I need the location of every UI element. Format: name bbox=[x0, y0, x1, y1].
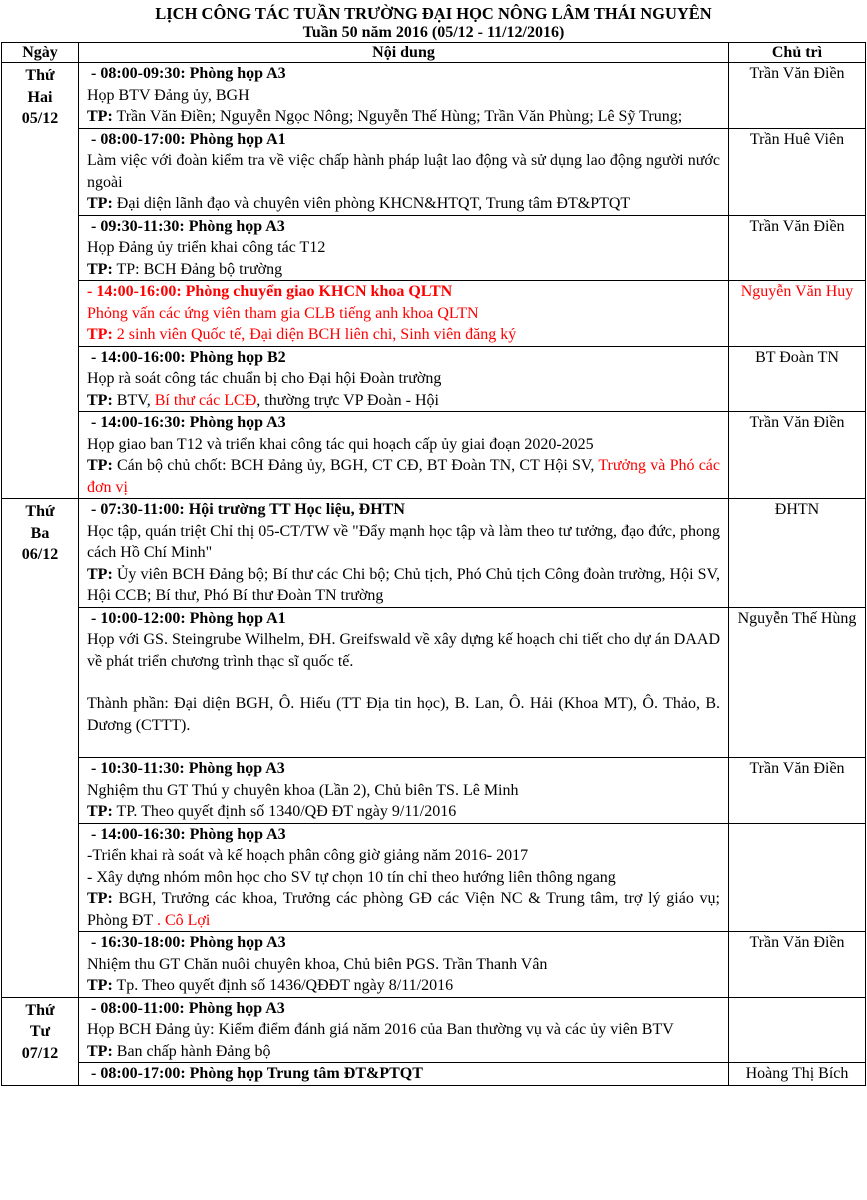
event-time-room: - 08:00-17:00: Phòng họp Trung tâm ĐT&PTQT bbox=[87, 1065, 423, 1082]
day-cell bbox=[2, 997, 79, 1085]
schedule-body bbox=[2, 63, 866, 1086]
event-content bbox=[79, 412, 729, 499]
participants-label: TP: bbox=[87, 391, 113, 409]
day-label-line2: Ba bbox=[30, 524, 50, 542]
event-description: Họp với GS. Steingrube Wilhelm, ĐH. Greifswald về xây dựng kế hoạch chi tiết cho dự án DAAD về phát triển chương trình thạc sĩ quốc tế. bbox=[87, 631, 720, 670]
event-time-room: - 10:30-11:30: Phòng họp A3 bbox=[87, 760, 285, 777]
schedule-table bbox=[1, 42, 866, 1086]
event-time-room: - 09:30-11:30: Phòng họp A3 bbox=[87, 217, 285, 235]
event-time-room: - 08:00-11:00: Phòng họp A3 bbox=[87, 999, 285, 1017]
event-time-room: - 14:00-16:30: Phòng họp A3 bbox=[87, 825, 286, 843]
participants-text: Ban chấp hành Đảng bộ bbox=[112, 1042, 271, 1060]
participants-text: Ủy viên BCH Đảng bộ; Bí thư các Chi bộ; Chủ tịch, Phó Chủ tịch Công đoàn trường, Hội SV, Hội CCB; Bí thư, Phó Bí thư Đoàn TN trường bbox=[87, 565, 720, 604]
column-header-content: Nội dung bbox=[79, 43, 729, 63]
day-label-line1: Thứ bbox=[25, 67, 55, 84]
event-content bbox=[79, 1063, 729, 1086]
event-description: Họp BCH Đảng ủy: Kiểm điểm đánh giá năm 2016 của Ban thường vụ và các ủy viên BTV bbox=[87, 1021, 674, 1038]
day-label-line3: 06/12 bbox=[21, 546, 59, 563]
table-row bbox=[2, 215, 866, 281]
participants-label: TP: bbox=[87, 260, 113, 278]
table-row bbox=[2, 281, 866, 347]
event-participants bbox=[87, 390, 720, 412]
event-description: - Xây dựng nhóm môn học cho SV tự chọn 10 tín chỉ theo hướng liên thông ngang bbox=[87, 868, 616, 886]
participants-label: TP: bbox=[87, 326, 113, 343]
event-content bbox=[79, 215, 729, 281]
event-chair bbox=[729, 823, 866, 932]
event-chair: Trần Văn Điền bbox=[729, 412, 866, 499]
participants-text-after: , thường trực VP Đoàn - Hội bbox=[256, 391, 439, 409]
event-participants bbox=[87, 106, 720, 128]
event-time-room: - 10:00-12:00: Phòng họp A1 bbox=[87, 609, 286, 627]
event-content bbox=[79, 997, 729, 1063]
participants-text: TP: BCH Đảng bộ trường bbox=[112, 260, 283, 278]
event-description: Thành phần: Đại diện BGH, Ô. Hiếu (TT Địa tin học), B. Lan, Ô. Hải (Khoa MT), Ô. Thảo, B. Dương (CTTT). bbox=[87, 695, 720, 734]
event-chair: ĐHTN bbox=[729, 499, 866, 608]
participants-label: TP: bbox=[87, 1042, 113, 1060]
event-description bbox=[87, 736, 720, 757]
table-row bbox=[2, 499, 866, 608]
participants-label: TP: bbox=[87, 890, 113, 907]
table-row bbox=[2, 412, 866, 499]
event-description: -Triển khai rà soát và kế hoạch phân công giờ giảng năm 2016- 2017 bbox=[87, 847, 529, 864]
participants-label: TP: bbox=[87, 457, 113, 474]
table-row bbox=[2, 607, 866, 758]
event-content bbox=[79, 346, 729, 412]
participants-label: TP: bbox=[87, 977, 113, 994]
participants-text: Trần Văn Điền; Nguyễn Ngọc Nông; Nguyễn Thế Hùng; Trần Văn Phùng; Lê Sỹ Trung; bbox=[112, 108, 683, 125]
event-participants bbox=[87, 801, 720, 823]
table-row bbox=[2, 823, 866, 932]
event-description: Học tập, quán triệt Chỉ thị 05-CT/TW về "Đẩy mạnh học tập và làm theo tư tưởng, đạo đức, phong cách Hồ Chí Minh" bbox=[87, 522, 720, 561]
page-subtitle: Tuần 50 năm 2016 (05/12 - 11/12/2016) bbox=[302, 24, 565, 41]
event-content bbox=[79, 607, 729, 758]
event-time-room: - 14:00-16:30: Phòng họp A3 bbox=[87, 414, 286, 431]
participants-text: 2 sinh viên Quốc tế, Đại diện BCH liên chi, Sinh viên đăng ký bbox=[112, 326, 517, 343]
event-content bbox=[79, 758, 729, 824]
event-description: Nhiệm thu GT Chăn nuôi chuyên khoa, Chủ biên PGS. Trần Thanh Vân bbox=[87, 955, 548, 973]
event-chair: Trần Văn Điền bbox=[729, 932, 866, 998]
event-time-room: - 07:30-11:00: Hội trường TT Học liệu, ĐHTN bbox=[87, 501, 405, 518]
table-row bbox=[2, 346, 866, 412]
event-chair: BT Đoàn TN bbox=[729, 346, 866, 412]
participants-text: Đại diện lãnh đạo và chuyên viên phòng KHCN&HTQT, Trung tâm ĐT&PTQT bbox=[112, 195, 631, 212]
participants-text: BGH, Trưởng các khoa, Trưởng các phòng GĐ các Viện NC & Trung tâm, trợ lý giáo vụ; Phòng ĐT bbox=[87, 890, 720, 929]
event-description: Họp Đảng ủy triển khai công tác T12 bbox=[87, 239, 326, 256]
page-title: LỊCH CÔNG TÁC TUẦN TRƯỜNG ĐẠI HỌC NÔNG LÂM THÁI NGUYÊN bbox=[155, 4, 712, 23]
day-label-line3: 07/12 bbox=[21, 1044, 59, 1062]
event-participants bbox=[87, 193, 720, 215]
event-participants bbox=[87, 888, 720, 931]
table-row bbox=[2, 1063, 866, 1086]
participants-highlight: Trưởng và Phó các đơn vị bbox=[87, 457, 721, 496]
event-chair: Trần Huê Viên bbox=[729, 128, 866, 215]
event-content bbox=[79, 823, 729, 932]
event-chair: Trần Văn Điền bbox=[729, 63, 866, 129]
event-content bbox=[79, 932, 729, 998]
event-time-room: - 08:00-17:00: Phòng họp A1 bbox=[87, 130, 286, 148]
event-description: Làm việc với đoàn kiểm tra về việc chấp hành pháp luật lao động và sử dụng lao động người nước ngoài bbox=[87, 152, 720, 191]
participants-text: Cán bộ chủ chốt: BCH Đảng ủy, BGH, CT CĐ, BT Đoàn TN, CT Hội SV, bbox=[112, 457, 599, 474]
event-chair: Nguyễn Văn Huy bbox=[729, 281, 866, 347]
event-time-room: - 14:00-16:00: Phòng họp B2 bbox=[87, 348, 286, 366]
participants-label: TP: bbox=[87, 195, 113, 212]
event-description: Phỏng vấn các ứng viên tham gia CLB tiếng anh khoa QLTN bbox=[87, 304, 479, 322]
event-chair bbox=[729, 997, 866, 1063]
event-chair: Trần Văn Điền bbox=[729, 758, 866, 824]
day-label-line1: Thứ bbox=[25, 503, 55, 520]
event-participants bbox=[87, 455, 720, 498]
event-description bbox=[87, 672, 720, 693]
participants-text: BTV, bbox=[112, 391, 155, 409]
event-content bbox=[79, 281, 729, 347]
day-label-line1: Thứ bbox=[25, 1001, 55, 1019]
event-content bbox=[79, 128, 729, 215]
day-label-line3: 05/12 bbox=[21, 110, 59, 127]
event-content bbox=[79, 499, 729, 608]
table-row bbox=[2, 997, 866, 1063]
event-description: Họp rà soát công tác chuẩn bị cho Đại hội Đoàn trường bbox=[87, 370, 442, 387]
participants-highlight: Bí thư các LCĐ bbox=[154, 391, 257, 409]
event-time-room: - 08:00-09:30: Phòng họp A3 bbox=[87, 65, 286, 82]
event-participants bbox=[87, 975, 720, 997]
event-participants bbox=[87, 564, 720, 607]
event-participants bbox=[87, 259, 720, 281]
event-time-room: - 16:30-18:00: Phòng họp A3 bbox=[87, 934, 286, 951]
participants-label: TP: bbox=[87, 108, 113, 125]
event-chair: Nguyễn Thế Hùng bbox=[729, 607, 866, 758]
event-chair: Trần Văn Điền bbox=[729, 215, 866, 281]
day-cell bbox=[2, 63, 79, 499]
column-header-chair: Chủ trì bbox=[729, 43, 866, 63]
event-time-room: - 14:00-16:00: Phòng chuyển giao KHCN khoa QLTN bbox=[87, 283, 453, 300]
participants-text: Tp. Theo quyết định số 1436/QĐĐT ngày 8/11/2016 bbox=[112, 977, 454, 994]
table-header-row bbox=[2, 43, 866, 63]
participants-label: TP: bbox=[87, 803, 113, 820]
column-header-day: Ngày bbox=[2, 43, 79, 63]
event-participants bbox=[87, 324, 720, 346]
event-description: Họp giao ban T12 và triển khai công tác qui hoạch cấp ủy giai đoạn 2020-2025 bbox=[87, 435, 594, 453]
event-participants bbox=[87, 1041, 720, 1063]
event-content bbox=[79, 63, 729, 129]
participants-text: TP. Theo quyết định số 1340/QĐ ĐT ngày 9/11/2016 bbox=[112, 803, 457, 820]
day-label-line2: Tư bbox=[29, 1023, 51, 1040]
table-row bbox=[2, 63, 866, 129]
participants-highlight: . Cô Lợi bbox=[152, 911, 211, 929]
table-row bbox=[2, 128, 866, 215]
event-description: Họp BTV Đảng ủy, BGH bbox=[87, 86, 250, 104]
table-row bbox=[2, 932, 866, 998]
participants-label: TP: bbox=[87, 565, 113, 583]
event-chair: Hoàng Thị Bích bbox=[729, 1063, 866, 1086]
event-description: Nghiệm thu GT Thú y chuyên khoa (Lần 2), Chủ biên TS. Lê Minh bbox=[87, 781, 519, 799]
day-label-line2: Hai bbox=[27, 88, 53, 106]
table-row bbox=[2, 758, 866, 824]
day-cell bbox=[2, 499, 79, 998]
